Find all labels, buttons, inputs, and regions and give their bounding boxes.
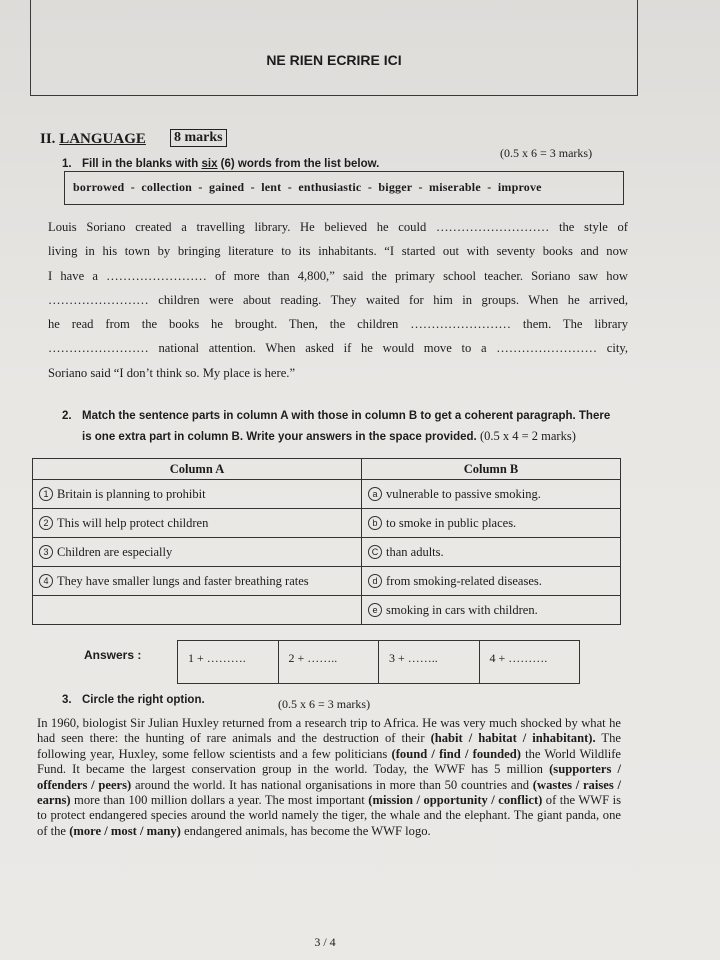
column-b-header: Column B xyxy=(362,459,621,480)
q1-instruction-post: (6) words from the list below. xyxy=(217,158,380,170)
q3-instruction xyxy=(62,694,205,706)
q1-instruction xyxy=(62,158,379,170)
number-marker: 3 xyxy=(39,545,53,559)
q3-paragraph xyxy=(37,716,621,839)
column-a-header: Column A xyxy=(33,459,362,480)
q1-line: …………………… children were about reading. They waited for him in groups. When he arrived, xyxy=(48,292,628,307)
table-row xyxy=(33,596,621,625)
column-a-cell xyxy=(33,567,362,596)
letter-marker: b xyxy=(368,516,382,530)
letter-marker: d xyxy=(368,574,382,588)
column-a-text: This will help protect children xyxy=(57,515,209,530)
option-group-2[interactable]: (found / find / founded) xyxy=(391,746,521,761)
q1-instruction-pre: Fill in the blanks with xyxy=(82,158,202,170)
q1-line: Louis Soriano created a travelling library. He believed he could ……………………… the style of xyxy=(48,220,628,234)
column-b-text: than adults. xyxy=(386,544,444,559)
column-b-text: vulnerable to passive smoking. xyxy=(386,486,541,501)
option-group-3[interactable]: (supporters / offenders / peers) xyxy=(37,762,621,792)
q1-line: Soriano said “I don’t think so. My place is here.” xyxy=(48,365,296,380)
q3-text: In 1960, biologist Sir Julian Huxley returned from a research trip to Africa. He was very much shocked by what he had seen there: the hunting of rare animals and the destruction of their xyxy=(37,716,621,746)
letter-marker: C xyxy=(368,545,382,559)
answers-box xyxy=(177,640,580,684)
q3-text: more than 100 million dollars a year. The most important xyxy=(70,793,369,808)
q2-marks: (0.5 x 4 = 2 marks) xyxy=(479,429,576,443)
answer-slot-1[interactable]: 1 + ………. xyxy=(178,641,279,683)
column-b-text: to smoke in public places. xyxy=(386,515,517,530)
section-number: II. xyxy=(40,131,56,147)
q1-line: I have a …………………… of more than 4,800,” said the primary school teacher. Soriano saw how xyxy=(48,268,628,283)
number-marker: 4 xyxy=(39,574,53,588)
column-b-text: from smoking-related diseases. xyxy=(386,573,542,588)
q1-instruction-six: six xyxy=(201,158,218,170)
q1-marks: (0.5 x 6 = 3 marks) xyxy=(500,146,593,160)
column-a-cell xyxy=(33,509,362,538)
option-group-1[interactable]: (habit / habitat / inhabitant). xyxy=(430,731,596,746)
page-number: 3 / 4 xyxy=(314,935,336,949)
answer-slot-3[interactable]: 3 + …….. xyxy=(379,641,480,683)
column-b-cell xyxy=(362,480,621,509)
option-group-6[interactable]: (more / most / many) xyxy=(69,823,181,838)
q3-text: of the WWF is to protect endangered species around the world namely the tiger, the whale and the elephant. The giant panda, one of the xyxy=(37,793,621,838)
section-marks-box xyxy=(170,129,227,147)
section-marks: 8 marks xyxy=(174,130,223,145)
column-b-cell xyxy=(362,509,621,538)
section-title: LANGUAGE xyxy=(59,131,146,147)
column-b-text: smoking in cars with children. xyxy=(386,602,538,617)
q3-instruction-text: Circle the right option. xyxy=(82,694,205,706)
q3-marks: (0.5 x 6 = 3 marks) xyxy=(278,697,371,711)
q2-number: 2. xyxy=(62,410,72,422)
word-list-box xyxy=(64,171,624,205)
do-not-write-label: NE RIEN ECRIRE ICI xyxy=(266,52,402,68)
option-group-4[interactable]: (wastes / raises / earns) xyxy=(37,777,621,808)
q1-paragraph xyxy=(48,215,628,385)
q2-instruction xyxy=(62,406,628,447)
q3-text: endangered animals, has become the WWF logo. xyxy=(180,823,431,838)
word-list: borrowed - collection - gained - lent - enthusiastic - bigger - miserable - improve xyxy=(73,180,542,194)
answer-slot-2[interactable]: 2 + …….. xyxy=(279,641,380,683)
q2-instruction-line1: Match the sentence parts in column A with those in column B to get a coherent paragraph. There xyxy=(82,410,611,422)
matching-table-header xyxy=(33,459,621,480)
q3-text: the World Wildlife Fund. It became the largest conservation group in the world. Today, the WWF has 5 million xyxy=(37,746,622,777)
number-marker: 1 xyxy=(39,487,53,501)
column-a-cell xyxy=(33,538,362,567)
section-heading xyxy=(40,131,146,148)
letter-marker: e xyxy=(368,603,382,617)
answers-label: Answers : xyxy=(84,648,142,662)
q1-line: he read from the books he brought. Then, the children …………………… them. The library xyxy=(48,317,628,332)
do-not-write-box xyxy=(30,0,638,96)
q1-number: 1. xyxy=(62,158,72,170)
q3-text: around the world. It has national organisations in more than 50 countries and xyxy=(131,777,533,792)
q2-instruction-line2: is one extra part in column B. Write your answers in the space provided. xyxy=(82,431,477,443)
column-a-text: They have smaller lungs and faster breathing rates xyxy=(57,573,309,588)
column-a-cell xyxy=(33,480,362,509)
letter-marker: a xyxy=(368,487,382,501)
table-row xyxy=(33,538,621,567)
column-b-cell xyxy=(362,538,621,567)
table-row xyxy=(33,480,621,509)
table-row xyxy=(33,567,621,596)
option-group-5[interactable]: (mission / opportunity / conflict) xyxy=(368,793,543,808)
matching-table xyxy=(32,458,621,625)
q1-line: …………………… national attention. When asked if he would move to a …………………… city, xyxy=(48,341,628,356)
answer-slot-4[interactable]: 4 + ………. xyxy=(489,651,548,665)
table-row xyxy=(33,509,621,538)
column-b-cell xyxy=(362,596,621,625)
number-marker: 2 xyxy=(39,516,53,530)
column-a-text: Children are especially xyxy=(57,544,173,559)
column-a-text: Britain is planning to prohibit xyxy=(57,486,206,501)
q3-text: The following year, Huxley, some fellow scientists and a few politicians xyxy=(37,731,621,761)
q1-line: living in his town by bringing literature to its inhabitants. “I started out with seventy books and now xyxy=(48,244,628,259)
q3-number: 3. xyxy=(62,694,72,706)
column-a-cell-empty xyxy=(33,596,362,625)
column-b-cell xyxy=(362,567,621,596)
